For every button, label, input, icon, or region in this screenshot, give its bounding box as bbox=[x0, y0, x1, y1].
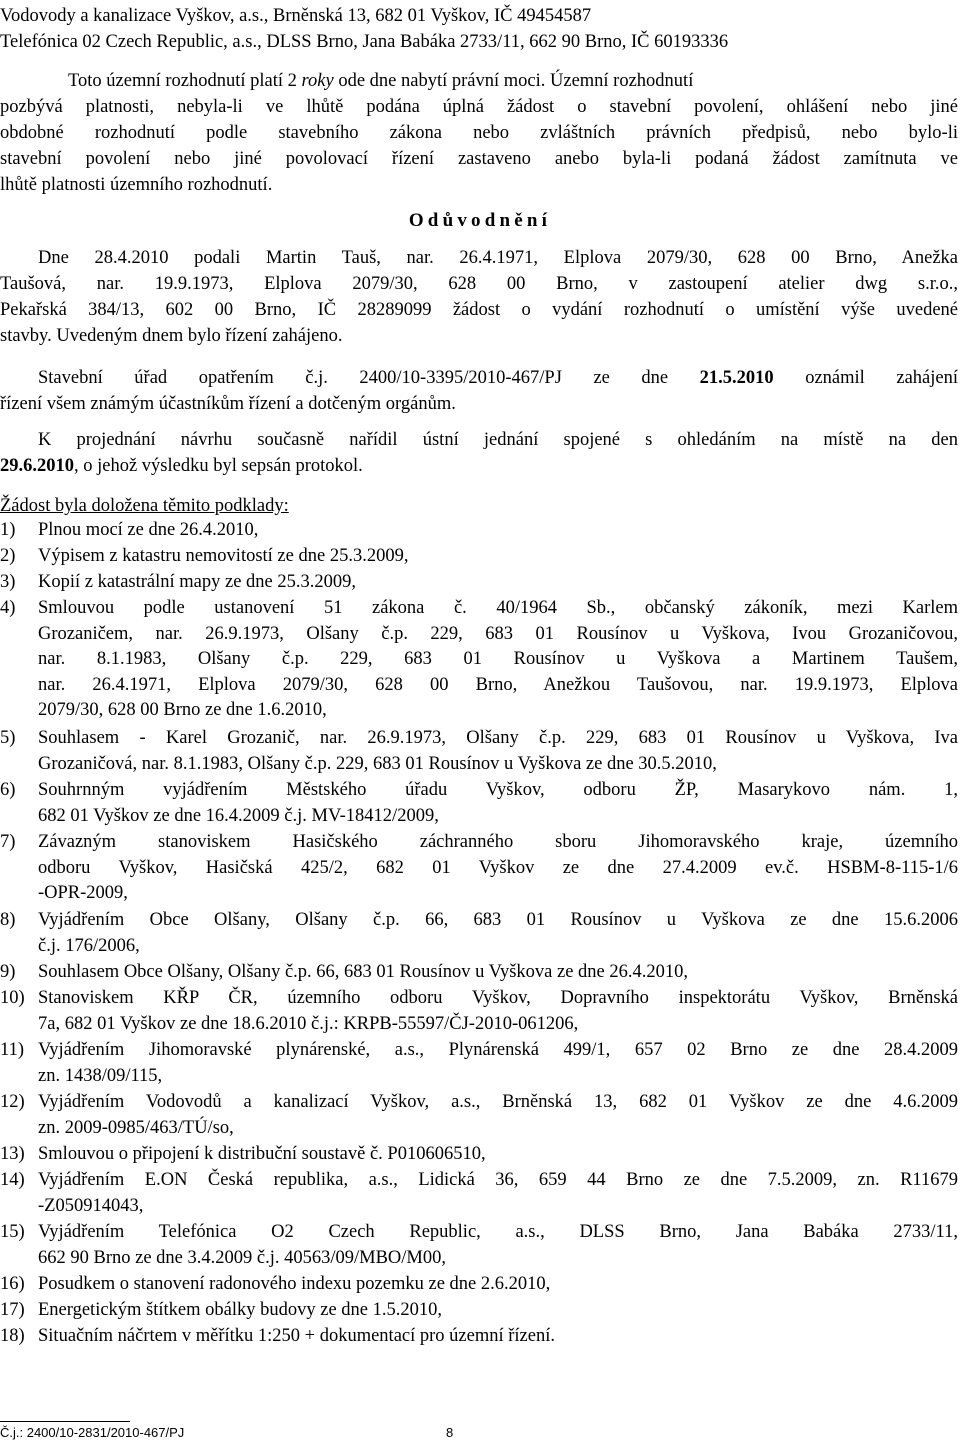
document-item-text bbox=[38, 1090, 958, 1141]
document-item-line: Závazným stanoviskem Hasičského záchranného sboru Jihomoravského kraje, územního bbox=[38, 832, 958, 852]
document-item-number: 13) bbox=[0, 1144, 25, 1164]
document-item-number: 3) bbox=[0, 572, 16, 592]
document-item-text bbox=[38, 544, 958, 570]
document-item bbox=[0, 1090, 958, 1142]
document-item-number: 5) bbox=[0, 728, 16, 748]
document-item bbox=[0, 1324, 958, 1350]
document-item-line: Souhrnným vyjádřením Městského úřadu Vyškov, odboru ŽP, Masarykovo nám. 1, bbox=[38, 780, 958, 800]
reasoning-p2-pre: Stavební úřad opatřením č.j. 2400/10-3395/2010-467/PJ ze dne bbox=[38, 368, 700, 388]
document-item-number: 15) bbox=[0, 1222, 25, 1242]
reasoning-p3-post: , o jehož výsledku byl sepsán protokol. bbox=[74, 456, 363, 476]
document-item-text bbox=[38, 1168, 958, 1219]
document-item-text bbox=[38, 596, 958, 724]
document-item bbox=[0, 1272, 958, 1298]
document-item-line: Souhlasem - Karel Grozanič, nar. 26.9.1973, Olšany č.p. 229, 683 01 Rousínov u Vyškova, Iva bbox=[38, 728, 958, 748]
document-item-text bbox=[38, 1324, 958, 1350]
reasoning-p3-date: 29.6.2010 bbox=[0, 456, 74, 476]
reasoning-p1-line-2: Taušová, nar. 19.9.1973, Elplova 2079/30, 628 00 Brno, v zastoupení atelier dwg s.r.o., bbox=[0, 274, 958, 294]
document-item-text bbox=[38, 1298, 958, 1324]
document-item-number: 8) bbox=[0, 910, 16, 930]
document-item-line: 682 01 Vyškov ze dne 16.4.2009 č.j. MV-18412/2009, bbox=[38, 805, 439, 826]
document-item bbox=[0, 960, 958, 986]
validity-text-pre: Toto územní rozhodnutí platí 2 bbox=[68, 71, 302, 91]
document-item-line: Plnou mocí ze dne 26.4.2010, bbox=[38, 520, 259, 540]
document-item bbox=[0, 908, 958, 960]
document-item-text bbox=[38, 908, 958, 959]
reasoning-p3-line-2 bbox=[0, 454, 958, 480]
document-item-line: Stanoviskem KŘP ČR, územního odboru Vyškov, Dopravního inspektorátu Vyškov, Brněnská bbox=[38, 988, 958, 1008]
document-item-number: 2) bbox=[0, 546, 16, 566]
document-item-text bbox=[38, 726, 958, 777]
document-item-text bbox=[38, 1220, 958, 1271]
document-item-number: 9) bbox=[0, 962, 16, 982]
document-item-text bbox=[38, 518, 958, 544]
document-item bbox=[0, 1298, 958, 1324]
document-item bbox=[0, 1168, 958, 1220]
document-item bbox=[0, 1142, 958, 1168]
validity-text-post: ode dne nabytí právní moci. Územní rozhodnutí bbox=[333, 71, 694, 91]
document-item-line: -OPR-2009, bbox=[38, 883, 128, 904]
document-item-text bbox=[38, 960, 958, 986]
document-item bbox=[0, 726, 958, 778]
document-item-line: Grozaničová, nar. 8.1.1983, Olšany č.p. 229, 683 01 Rousínov u Vyškova ze dne 30.5.2010, bbox=[38, 753, 717, 774]
validity-line-4: stavební povolení nebo jiné povolovací řízení zastaveno anebo byla-li podaná žádost zamítnuta ve bbox=[0, 149, 958, 169]
document-item-line: nar. 8.1.1983, Olšany č.p. 229, 683 01 Rousínov u Vyškova a Martinem Taušem, bbox=[38, 649, 958, 670]
validity-line-2: pozbývá platnosti, nebyla-li ve lhůtě podána úplná žádost o stavební povolení, ohlášení nebo jiné bbox=[0, 97, 958, 117]
document-item bbox=[0, 1038, 958, 1090]
validity-line-1 bbox=[68, 69, 958, 95]
document-item bbox=[0, 596, 958, 726]
document-item bbox=[0, 1220, 958, 1272]
document-item-line: Vyjádřením Jihomoravské plynárenské, a.s., Plynárenská 499/1, 657 02 Brno ze dne 28.4.2009 bbox=[38, 1040, 958, 1060]
reasoning-p2-post: oznámil zahájení bbox=[773, 368, 958, 388]
reasoning-p1-line-1: Dne 28.4.2010 podali Martin Tauš, nar. 26.4.1971, Elplova 2079/30, 628 00 Brno, Anežka bbox=[38, 248, 958, 268]
document-item-line: Smlouvou o připojení k distribuční soustavě č. P010606510, bbox=[38, 1144, 486, 1164]
document-item-line: zn. 2009-0985/463/TÚ/so, bbox=[38, 1117, 234, 1138]
document-item bbox=[0, 518, 958, 544]
document-item-line: Výpisem z katastru nemovitostí ze dne 25.3.2009, bbox=[38, 546, 409, 566]
document-item-line: Smlouvou podle ustanovení 51 zákona č. 40/1964 Sb., občanský zákoník, mezi Karlem bbox=[38, 598, 958, 618]
document-item-text bbox=[38, 570, 958, 596]
document-item-line: Vyjádřením Obce Olšany, Olšany č.p. 66, 683 01 Rousínov u Vyškova ze dne 15.6.2006 bbox=[38, 910, 958, 930]
footer-page-number: 8 bbox=[446, 1425, 454, 1440]
document-item bbox=[0, 544, 958, 570]
footer-rule bbox=[0, 1421, 130, 1422]
document-item-number: 6) bbox=[0, 780, 16, 800]
document-item-line: Energetickým štítkem obálky budovy ze dne 1.5.2010, bbox=[38, 1300, 443, 1320]
reasoning-p1-line-4: stavby. Uvedeným dnem bylo řízení zahájeno. bbox=[0, 326, 343, 346]
document-item-line: nar. 26.4.1971, Elplova 2079/30, 628 00 Brno, Anežkou Taušovou, nar. 19.9.1973, Elplova bbox=[38, 674, 958, 695]
validity-line-5: lhůtě platnosti územního rozhodnutí. bbox=[0, 175, 273, 195]
document-item-line: č.j. 176/2006, bbox=[38, 935, 140, 956]
document-item-line: Souhlasem Obce Olšany, Olšany č.p. 66, 683 01 Rousínov u Vyškova ze dne 26.4.2010, bbox=[38, 962, 689, 982]
document-item-line: -Z050914043, bbox=[38, 1195, 144, 1216]
document-item-number: 12) bbox=[0, 1092, 25, 1112]
documents-heading-text: Žádost byla doložena těmito podklady: bbox=[0, 496, 289, 516]
footer-reference: Č.j.: 2400/10-2831/2010-467/PJ bbox=[0, 1425, 185, 1440]
document-item-line: zn. 1438/09/115, bbox=[38, 1065, 163, 1086]
document-item-number: 18) bbox=[0, 1326, 25, 1346]
reasoning-p3-line-1: K projednání návrhu současně nařídil ústní jednání spojené s ohledáním na místě na den bbox=[38, 430, 958, 450]
document-item bbox=[0, 830, 958, 908]
document-item-line: Vyjádřením E.ON Česká republika, a.s., Lidická 36, 659 44 Brno ze dne 7.5.2009, zn. R11679 bbox=[38, 1170, 958, 1190]
party-line-vodovody: Vodovody a kanalizace Vyškov, a.s., Brněnská 13, 682 01 Vyškov, IČ 49454587 bbox=[0, 6, 592, 26]
document-item-number: 10) bbox=[0, 988, 25, 1008]
document-item-text bbox=[38, 830, 958, 907]
reasoning-heading: Odůvodnění bbox=[408, 210, 552, 231]
document-item-number: 4) bbox=[0, 598, 16, 618]
document-item-text bbox=[38, 1038, 958, 1089]
document-item-text bbox=[38, 778, 958, 829]
document-item-line: Posudkem o stanovení radonového indexu pozemku ze dne 2.6.2010, bbox=[38, 1274, 551, 1294]
reasoning-p1-line-3: Pekařská 384/13, 602 00 Brno, IČ 28289099 žádost o vydání rozhodnutí o umístění výše uvedené bbox=[0, 300, 958, 320]
document-item bbox=[0, 986, 958, 1038]
document-item-line: Grozaničem, nar. 26.9.1973, Olšany č.p. 229, 683 01 Rousínov u Vyškova, Ivou Grozaničovou, bbox=[38, 623, 958, 644]
document-item-text bbox=[38, 986, 958, 1037]
document-item-line: Vyjádřením Vodovodů a kanalizací Vyškov, a.s., Brněnská 13, 682 01 Vyškov ze dne 4.6.2009 bbox=[38, 1092, 958, 1112]
document-item bbox=[0, 778, 958, 830]
document-item-number: 14) bbox=[0, 1170, 25, 1190]
document-item-number: 1) bbox=[0, 520, 16, 540]
document-item-number: 11) bbox=[0, 1040, 24, 1060]
validity-line-3: obdobné rozhodnutí podle stavebního zákona nebo zvláštních právních předpisů, nebo bylo-li bbox=[0, 123, 958, 143]
document-item-number: 17) bbox=[0, 1300, 25, 1320]
document-item-line: 662 90 Brno ze dne 3.4.2009 č.j. 40563/09/MBO/M00, bbox=[38, 1247, 447, 1268]
document-item-number: 16) bbox=[0, 1274, 25, 1294]
documents-heading bbox=[0, 494, 958, 520]
document-item bbox=[0, 570, 958, 596]
validity-years: roky bbox=[301, 71, 334, 91]
document-item-number: 7) bbox=[0, 832, 16, 852]
document-item-text bbox=[38, 1142, 958, 1168]
document-item-line: Situačním náčrtem v měřítku 1:250 + dokumentací pro územní řízení. bbox=[38, 1326, 555, 1346]
document-item-line: Vyjádřením Telefónica O2 Czech Republic, a.s., DLSS Brno, Jana Babáka 2733/11, bbox=[38, 1222, 958, 1242]
document-item-text bbox=[38, 1272, 958, 1298]
document-item-line: odboru Vyškov, Hasičská 425/2, 682 01 Vyškov ze dne 27.4.2009 ev.č. HSBM-8-115-1/6 bbox=[38, 857, 958, 878]
reasoning-p2-line-1 bbox=[38, 366, 958, 392]
reasoning-p2-line-2: řízení všem známým účastníkům řízení a dotčeným orgánům. bbox=[0, 394, 456, 414]
document-item-line: 7a, 682 01 Vyškov ze dne 18.6.2010 č.j.: KRPB-55597/ČJ-2010-061206, bbox=[38, 1013, 579, 1034]
document-item-line: Kopií z katastrální mapy ze dne 25.3.2009, bbox=[38, 572, 357, 592]
reasoning-p2-date: 21.5.2010 bbox=[699, 368, 774, 388]
document-item-line: 2079/30, 628 00 Brno ze dne 1.6.2010, bbox=[38, 700, 327, 721]
party-line-telefonica: Telefónica 02 Czech Republic, a.s., DLSS Brno, Jana Babáka 2733/11, 662 90 Brno, IČ 60193336 bbox=[0, 32, 729, 52]
